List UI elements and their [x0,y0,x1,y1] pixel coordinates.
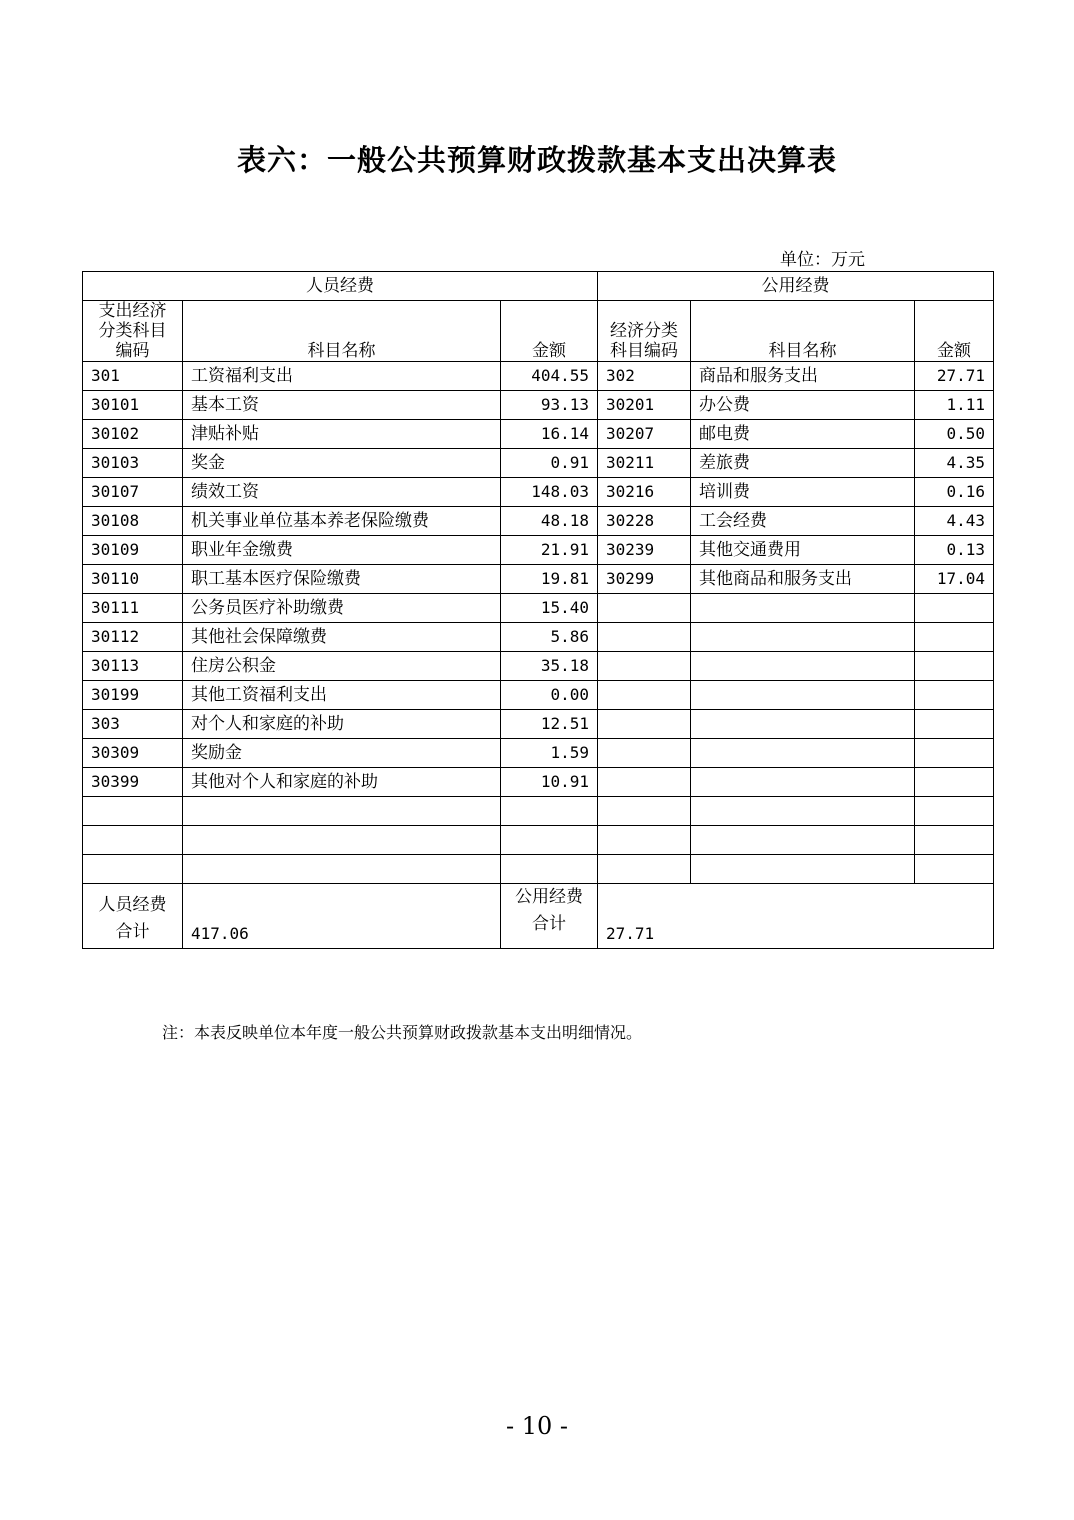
left-amount-cell: 148.03 [501,478,598,507]
personnel-total-label: 人员经费合计 [83,884,183,949]
right-name-cell [691,594,915,623]
public-total-label: 公用经费合计 [501,884,598,949]
left-code-cell [83,855,183,884]
table-row [83,391,994,420]
right-amount-cell [915,768,994,797]
left-amount-cell: 12.51 [501,710,598,739]
table-row [83,536,994,565]
right-code-cell: 30299 [598,565,691,594]
left-name-cell [183,826,501,855]
column-header-row [83,301,994,362]
page-number: - 10 - [505,1412,568,1440]
table-row [83,594,994,623]
right-code-cell [598,594,691,623]
left-name-cell: 奖励金 [183,739,501,768]
right-code-cell [598,681,691,710]
col-header-code-left: 支出经济分类科目编码 [83,301,183,362]
right-code-cell [598,710,691,739]
left-amount-cell: 15.40 [501,594,598,623]
left-name-cell: 职工基本医疗保险缴费 [183,565,501,594]
personnel-total-value: 417.06 [183,884,501,949]
expenditure-table [82,271,994,949]
page-title: 表六：一般公共预算财政拨款基本支出决算表 [236,143,837,177]
left-amount-cell: 404.55 [501,362,598,391]
left-name-cell: 职业年金缴费 [183,536,501,565]
right-name-cell [691,681,915,710]
left-code-cell [83,826,183,855]
right-code-cell: 30207 [598,420,691,449]
public-header: 公用经费 [598,272,994,301]
left-name-cell: 机关事业单位基本养老保险缴费 [183,507,501,536]
right-code-cell [598,652,691,681]
right-amount-cell [915,623,994,652]
left-name-cell: 其他工资福利支出 [183,681,501,710]
left-name-cell: 奖金 [183,449,501,478]
left-amount-cell: 93.13 [501,391,598,420]
right-amount-cell [915,739,994,768]
right-code-cell: 30216 [598,478,691,507]
left-amount-cell: 48.18 [501,507,598,536]
right-code-cell: 30239 [598,536,691,565]
table-row [83,652,994,681]
table-row [83,362,994,391]
left-code-cell: 30110 [83,565,183,594]
right-code-cell: 302 [598,362,691,391]
left-code-cell: 30199 [83,681,183,710]
right-code-cell [598,826,691,855]
left-name-cell: 对个人和家庭的补助 [183,710,501,739]
right-name-cell [691,739,915,768]
right-name-cell [691,652,915,681]
table-row [83,826,994,855]
left-amount-cell [501,797,598,826]
left-name-cell: 其他对个人和家庭的补助 [183,768,501,797]
left-amount-cell: 0.00 [501,681,598,710]
left-code-cell: 30113 [83,652,183,681]
personnel-header: 人员经费 [83,272,598,301]
right-code-cell [598,768,691,797]
left-code-cell [83,797,183,826]
right-amount-cell: 0.13 [915,536,994,565]
right-name-cell: 其他商品和服务支出 [691,565,915,594]
right-amount-cell [915,652,994,681]
left-code-cell: 30101 [83,391,183,420]
group-header-row [83,272,994,301]
col-header-name-left: 科目名称 [183,301,501,362]
left-name-cell: 基本工资 [183,391,501,420]
right-code-cell [598,797,691,826]
right-name-cell [691,623,915,652]
right-amount-cell: 0.16 [915,478,994,507]
right-name-cell [691,768,915,797]
left-code-cell: 30103 [83,449,183,478]
left-code-cell: 30107 [83,478,183,507]
unit-label: 单位：万元 [780,250,865,270]
right-name-cell: 邮电费 [691,420,915,449]
left-code-cell: 301 [83,362,183,391]
right-name-cell [691,710,915,739]
col-header-code-right: 经济分类科目编码 [598,301,691,362]
table-row [83,681,994,710]
table-row [83,623,994,652]
table-row [83,449,994,478]
table-note: 注：本表反映单位本年度一般公共预算财政拨款基本支出明细情况。 [162,1023,643,1042]
right-name-cell: 差旅费 [691,449,915,478]
totals-body [83,884,994,949]
right-code-cell: 30228 [598,507,691,536]
table-row [83,710,994,739]
col-header-amount-right: 金额 [915,301,994,362]
table-row [83,739,994,768]
left-code-cell: 30309 [83,739,183,768]
right-amount-cell: 4.35 [915,449,994,478]
left-code-cell: 30399 [83,768,183,797]
left-name-cell: 其他社会保障缴费 [183,623,501,652]
left-code-cell: 30112 [83,623,183,652]
left-code-cell: 30111 [83,594,183,623]
left-amount-cell: 1.59 [501,739,598,768]
left-code-cell: 30108 [83,507,183,536]
right-name-cell [691,797,915,826]
left-name-cell [183,797,501,826]
right-code-cell [598,623,691,652]
totals-row [83,884,994,949]
table-row [83,507,994,536]
table-row [83,565,994,594]
table-row [83,768,994,797]
public-total-value: 27.71 [598,884,994,949]
left-name-cell: 公务员医疗补助缴费 [183,594,501,623]
left-amount-cell [501,826,598,855]
right-name-cell: 办公费 [691,391,915,420]
right-amount-cell [915,797,994,826]
data-rows [83,362,994,884]
right-name-cell: 培训费 [691,478,915,507]
right-amount-cell [915,710,994,739]
left-name-cell: 津贴补贴 [183,420,501,449]
left-name-cell: 住房公积金 [183,652,501,681]
right-amount-cell [915,594,994,623]
left-amount-cell: 5.86 [501,623,598,652]
table-body [83,272,994,362]
right-amount-cell [915,826,994,855]
right-name-cell [691,855,915,884]
right-code-cell: 30201 [598,391,691,420]
right-amount-cell: 1.11 [915,391,994,420]
left-name-cell [183,855,501,884]
right-name-cell: 工会经费 [691,507,915,536]
left-code-cell: 30109 [83,536,183,565]
left-code-cell: 30102 [83,420,183,449]
right-amount-cell: 0.50 [915,420,994,449]
right-amount-cell: 17.04 [915,565,994,594]
right-amount-cell: 4.43 [915,507,994,536]
right-name-cell [691,826,915,855]
left-amount-cell: 21.91 [501,536,598,565]
left-amount-cell [501,855,598,884]
right-amount-cell: 27.71 [915,362,994,391]
right-code-cell: 30211 [598,449,691,478]
left-name-cell: 工资福利支出 [183,362,501,391]
left-amount-cell: 16.14 [501,420,598,449]
left-code-cell: 303 [83,710,183,739]
right-name-cell: 其他交通费用 [691,536,915,565]
left-amount-cell: 0.91 [501,449,598,478]
table-row [83,478,994,507]
col-header-name-right: 科目名称 [691,301,915,362]
left-name-cell: 绩效工资 [183,478,501,507]
col-header-amount-left: 金额 [501,301,598,362]
table-row [83,797,994,826]
right-name-cell: 商品和服务支出 [691,362,915,391]
right-code-cell [598,739,691,768]
table-row [83,855,994,884]
right-amount-cell [915,855,994,884]
right-amount-cell [915,681,994,710]
right-code-cell [598,855,691,884]
left-amount-cell: 35.18 [501,652,598,681]
table-row [83,420,994,449]
left-amount-cell: 10.91 [501,768,598,797]
left-amount-cell: 19.81 [501,565,598,594]
